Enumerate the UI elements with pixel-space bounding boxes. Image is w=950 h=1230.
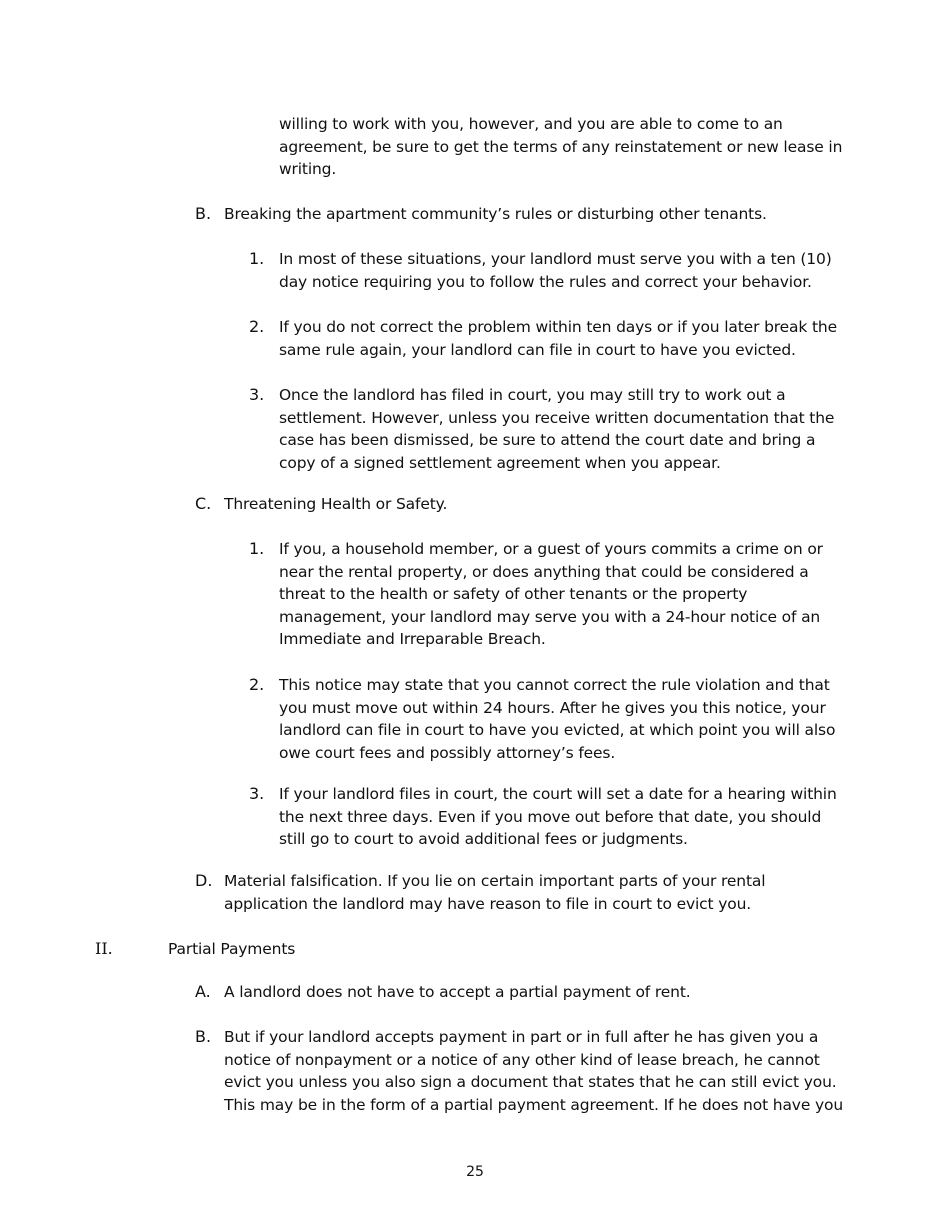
- list-item: [279, 538, 823, 651]
- text-line: owe court fees and possibly attorney’s fees.: [279, 743, 616, 762]
- list-item-marker: 1.: [249, 249, 265, 268]
- text-line: Immediate and Irreparable Breach.: [279, 630, 546, 649]
- item-b-marker: B.: [195, 1027, 212, 1046]
- text-line: In most of these situations, your landlord must serve you with a ten (10): [279, 250, 832, 268]
- text-line: the next three days. Even if you move out before that date, you should: [279, 807, 822, 826]
- text-line: Partial Payments: [168, 940, 296, 958]
- list-item-marker: 2.: [249, 317, 265, 336]
- text-line: Threatening Health or Safety.: [224, 495, 448, 513]
- text-line: application the landlord may have reason to file in court to evict you.: [224, 894, 752, 913]
- list-item: [279, 384, 834, 474]
- page-number: 25: [466, 1164, 484, 1180]
- list-item-marker: 2.: [249, 675, 265, 694]
- text-line: writing.: [279, 160, 337, 179]
- text-line: Breaking the apartment community’s rules or disturbing other tenants.: [224, 205, 767, 223]
- text-line: day notice requiring you to follow the rules and correct your behavior.: [279, 272, 812, 291]
- text-line: management, your landlord may serve you with a 24-hour notice of an: [279, 607, 821, 626]
- item-b-paragraph: [224, 1026, 843, 1116]
- text-line: If you do not correct the problem within ten days or if you later break the: [279, 318, 837, 336]
- text-line: copy of a signed settlement agreement when you appear.: [279, 453, 721, 472]
- text-line: Once the landlord has filed in court, you may still try to work out a: [279, 386, 786, 404]
- text-line: This notice may state that you cannot correct the rule violation and that: [279, 676, 830, 694]
- item-a-marker: A.: [195, 982, 211, 1001]
- text-line: same rule again, your landlord can file in court to have you evicted.: [279, 340, 796, 359]
- text-line: willing to work with you, however, and you are able to come to an: [279, 115, 783, 133]
- list-item: [279, 248, 832, 293]
- section-d-marker: D.: [195, 871, 213, 890]
- text-line: agreement, be sure to get the terms of any reinstatement or new lease in: [279, 137, 843, 156]
- list-item: [279, 316, 837, 361]
- text-line: threat to the health or safety of other tenants or the property: [279, 585, 748, 604]
- text-line: If you, a household member, or a guest of yours commits a crime on or: [279, 540, 823, 558]
- item-a-paragraph: [224, 981, 691, 1004]
- list-item-marker: 3.: [249, 385, 265, 404]
- text-line: still go to court to avoid additional fees or judgments.: [279, 830, 688, 849]
- text-line: If your landlord files in court, the court will set a date for a hearing within: [279, 785, 837, 803]
- text-line: case has been dismissed, be sure to attend the court date and bring a: [279, 431, 816, 450]
- list-item-marker: 3.: [249, 784, 265, 803]
- text-line: notice of nonpayment or a notice of any other kind of lease breach, he cannot: [224, 1050, 820, 1069]
- text-line: This may be in the form of a partial payment agreement. If he does not have you: [224, 1095, 844, 1114]
- text-line: you must move out within 24 hours. After he gives you this notice, your: [279, 698, 826, 717]
- section-b-heading: [224, 203, 767, 226]
- section-d-paragraph: [224, 870, 765, 915]
- list-item: [279, 783, 837, 851]
- section-c-heading: [224, 493, 447, 516]
- section-ii-marker: II.: [95, 939, 113, 958]
- text-line: Material falsification. If you lie on certain important parts of your rental: [224, 872, 766, 890]
- list-item: [279, 674, 835, 764]
- text-line: evict you unless you also sign a document that states that he can still evict you.: [224, 1073, 837, 1092]
- text-line: settlement. However, unless you receive written documentation that the: [279, 408, 835, 427]
- section-b-marker: B.: [195, 204, 212, 223]
- text-line: near the rental property, or does anything that could be considered a: [279, 562, 809, 581]
- section-c-marker: C.: [195, 494, 212, 513]
- section-ii-heading: [168, 938, 295, 961]
- text-line: But if your landlord accepts payment in part or in full after he has given you a: [224, 1028, 819, 1046]
- text-line: A landlord does not have to accept a partial payment of rent.: [224, 983, 691, 1001]
- text-line: landlord can file in court to have you evicted, at which point you will also: [279, 721, 836, 740]
- continuation-paragraph: [279, 113, 842, 181]
- list-item-marker: 1.: [249, 539, 265, 558]
